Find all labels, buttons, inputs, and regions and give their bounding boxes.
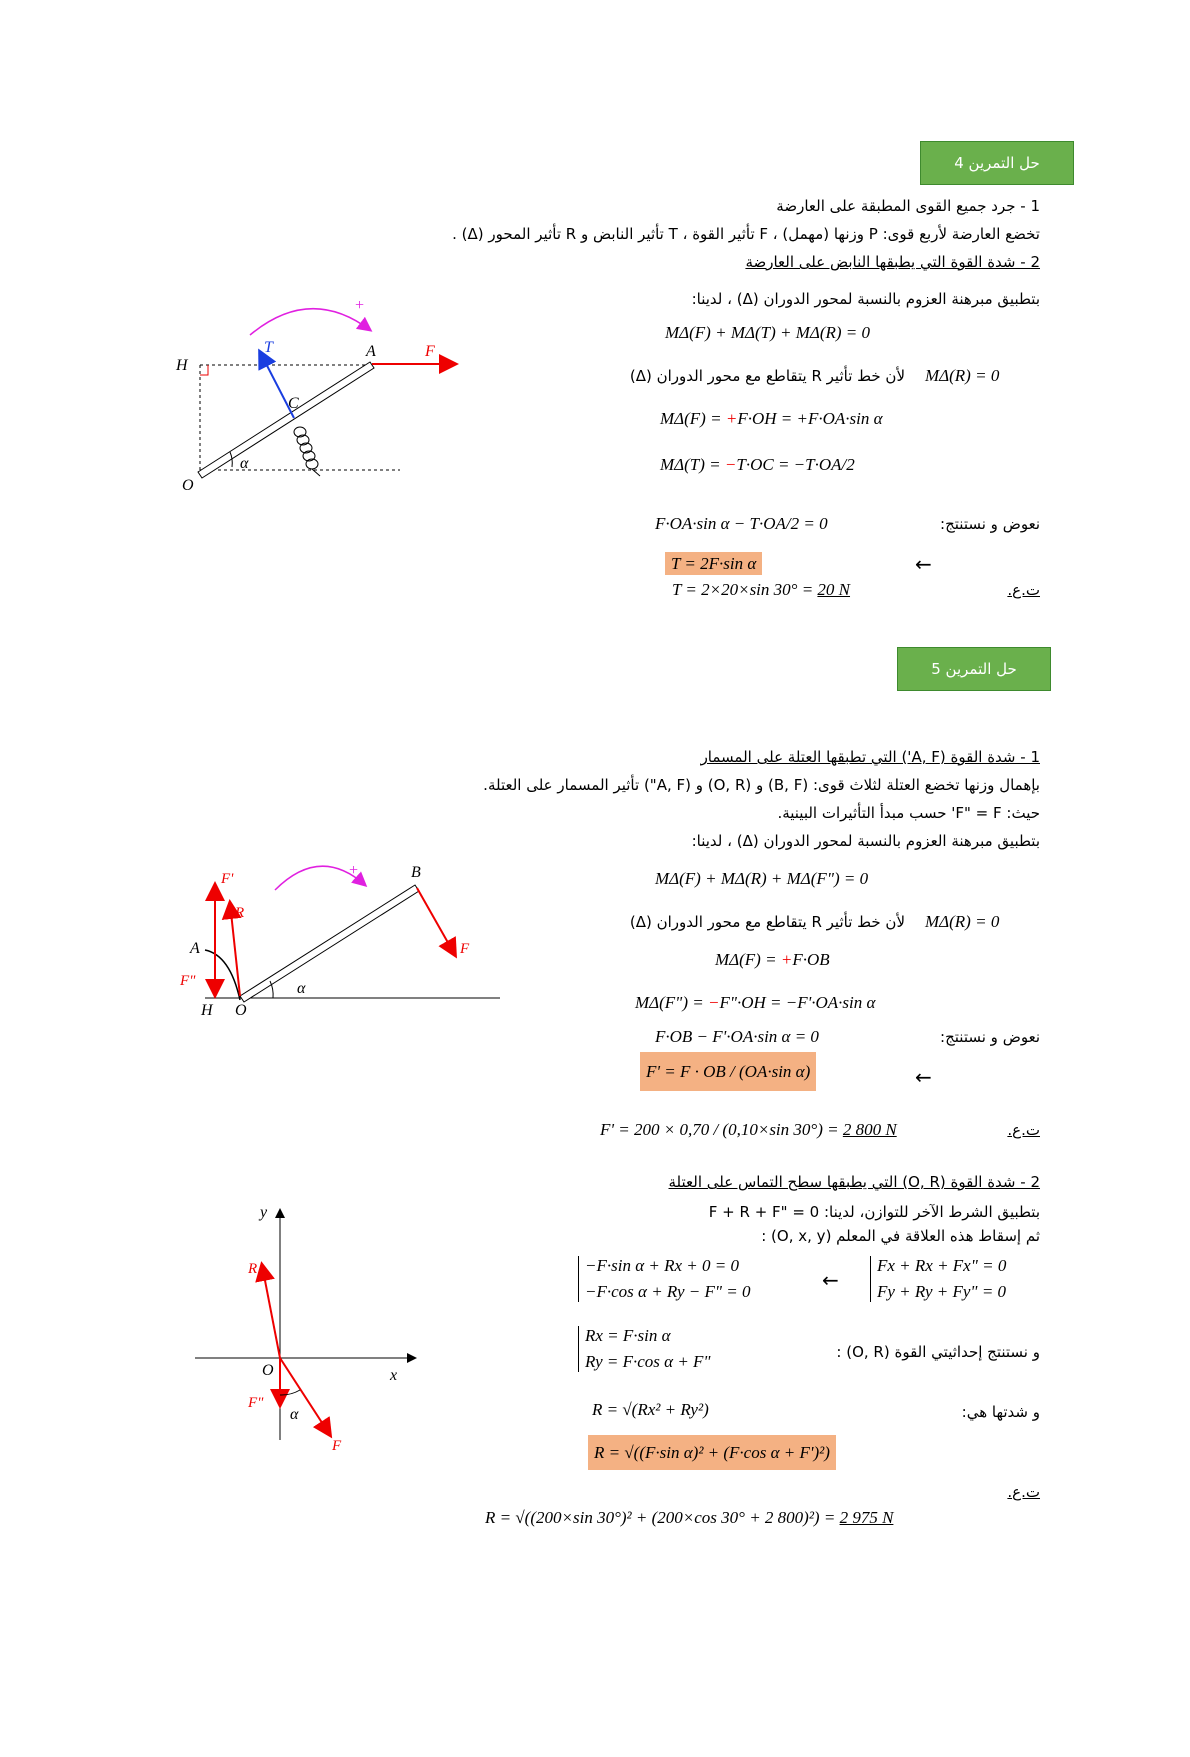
ex5-axes-label-O: O [262, 1362, 274, 1379]
ex5-eq-mf [715, 950, 830, 970]
ex5-label-O: O [235, 1002, 247, 1015]
ex5-label-plus: + [348, 862, 359, 879]
ex4-subst-label: نعوض و نستنتج: [940, 515, 1040, 533]
ex5-label-H: H [201, 1002, 213, 1015]
ex5-label-Fp: F' [221, 871, 234, 887]
ex4-question-2: 2 - شدة القوة التي يطبقها النابض على العارضة [745, 253, 1040, 271]
ex5-eq-mfpp [635, 993, 875, 1013]
ex5-system-right [578, 1256, 751, 1302]
ex5-lever-bar [240, 885, 419, 1002]
ex4-arrow: ← [915, 552, 932, 576]
ex4-label-F: F [425, 343, 435, 360]
ex5-axes-label-F: F [332, 1438, 342, 1454]
ex5-eq-mf-rhs: F·OB [792, 950, 830, 969]
ex5-arrow: ← [915, 1065, 932, 1089]
ex5-coords-rx: Rx = F·sin α [585, 1326, 671, 1345]
ex4-numeric [672, 580, 850, 600]
ex4-label-T: T [264, 339, 273, 356]
ex4-spring [294, 427, 320, 476]
ex4-label-H: H [176, 357, 188, 374]
ex4-forces-line: تخضع العارضة لأربع قوى: P وزنها (مهمل) ، F تأثير القوة ، T تأثير النابض و R تأثير المحور (Δ) . [452, 225, 1040, 243]
ex5-result [640, 1062, 816, 1082]
ex5-eq-mfpp-sign: − [707, 993, 720, 1012]
ex5-coords-label: و نستنتج إحداثيتي القوة (O, R) : [836, 1343, 1040, 1361]
ex5-label-F: F [460, 941, 470, 957]
ex4-label-O: O [182, 477, 194, 494]
ex4-r-note: لأن خط تأثير R يتقاطع مع محور الدوران (Δ) [629, 367, 905, 385]
ex4-eq-mt-rhs: T·OC = −T·OA/2 [736, 455, 855, 474]
ex5-theorem: بتطبيق مبرهنة العزوم بالنسبة لمحور الدوران (Δ) ، لدينا: [691, 832, 1040, 850]
ex5-axes-label-alpha: α [290, 1406, 299, 1423]
ex5-eq-r: MΔ(R) = 0 [925, 912, 1000, 931]
ex5-system-arrow: ← [822, 1268, 839, 1292]
ex5-label-alpha: α [297, 980, 306, 997]
ex4-numeric-expr: T = 2×20×sin 30° = [672, 580, 818, 599]
ex4-label-alpha: α [240, 455, 249, 472]
ex4-eq-mt-lhs: MΔ(T) = [660, 455, 725, 474]
ex5-axes-label-x: x [390, 1367, 398, 1384]
ex5-r-note: لأن خط تأثير R يتقاطع مع محور الدوران (Δ) [629, 913, 905, 931]
ex5-system-left-1: Fx + Rx + Fx" = 0 [877, 1256, 1007, 1275]
ex5-magnitude: R = √(Rx² + Ry²) [592, 1400, 709, 1419]
ex5-axes-figure [190, 1195, 430, 1455]
ex4-eq-mt-sign: − [724, 455, 737, 474]
ex5-axes-vector-F [280, 1358, 330, 1435]
ex5-label-B: B [411, 864, 421, 881]
ex5-final-result: 2 975 N [839, 1508, 894, 1527]
ex4-theorem: بتطبيق مبرهنة العزوم بالنسبة لمحور الدوران (Δ) ، لدينا: [691, 290, 1040, 308]
ex5-question-2: 2 - شدة القوة (O, R) التي يطبقها سطح التماس على العتلة [668, 1173, 1040, 1191]
ex5-coords-ry: Ry = F·cos α + F" [585, 1352, 711, 1371]
ex5-vector-F [417, 888, 455, 955]
ex5-system-left-2: Fy + Ry + Fy" = 0 [877, 1282, 1007, 1301]
ex4-label-plus: + [354, 297, 365, 314]
ex5-magnitude-result [588, 1443, 836, 1463]
ex4-numeric-result: 20 N [817, 580, 851, 599]
ex5-system-left [870, 1256, 1006, 1302]
ex5-eq-mf-sign: + [780, 950, 793, 969]
ex5-eq-mf-lhs: MΔ(F) = [715, 950, 781, 969]
ex5-axes-vector-R [262, 1265, 280, 1358]
ex5-axes-label-R: R [248, 1261, 258, 1277]
ex4-eq-mf-sign: + [725, 409, 738, 428]
ex5-label-A: A [190, 940, 200, 957]
ex5-eq-mfpp-lhs: MΔ(F") = [635, 993, 708, 1012]
ex5-axes-label-Fpp: F" [248, 1395, 264, 1411]
ex5-numeric-result: 2 800 N [842, 1120, 897, 1139]
ex5-result-highlight: F' = F · OB / (OA·sin α) [640, 1052, 816, 1091]
ex5-system-right-1: −F·sin α + Rx + 0 = 0 [585, 1256, 739, 1275]
ex5-eq-moments: MΔ(F) + MΔ(R) + MΔ(F") = 0 [655, 869, 869, 888]
ex5-app-label-2: ت.ع. [1007, 1483, 1040, 1501]
ex5-where: حيث: F" = F' حسب مبدأ التأثيرات البينية. [777, 804, 1040, 822]
ex5-lever-claw [205, 950, 240, 1000]
ex5-app-label: ت.ع. [1007, 1121, 1040, 1139]
ex5-system-right-2: −F·cos α + Ry − F" = 0 [585, 1282, 751, 1301]
ex4-eq-moments: MΔ(F) + MΔ(T) + MΔ(R) = 0 [665, 323, 871, 342]
ex4-figure [170, 290, 470, 505]
ex5-numeric-expr: F' = 200 × 0,70 / (0,10×sin 30°) = [600, 1120, 843, 1139]
ex4-question-1: 1 - جرد جميع القوى المطبقة على العارضة [776, 197, 1040, 215]
ex5-label-Fpp: F" [180, 973, 196, 989]
ex5-lever-figure [175, 855, 505, 1015]
ex4-eq-mf-rhs: F·OH = +F·OA·sin α [737, 409, 883, 428]
ex5-label-R: R [235, 905, 245, 921]
ex5-magnitude-label: و شدتها هي: [961, 1403, 1040, 1421]
ex5-axes-alpha-arc [280, 1390, 300, 1395]
ex4-label-A: A [366, 343, 376, 360]
ex5-eq-mfpp-rhs: F"·OH = −F'·OA·sin α [719, 993, 876, 1012]
ex4-eq-mf [660, 409, 883, 429]
ex4-label-C: C [288, 395, 299, 412]
exercise-5-badge: حل التمرين 5 [897, 647, 1051, 691]
ex5-final-expr: R = √((200×sin 30°)² + (200×cos 30° + 2 800)²) = [485, 1508, 840, 1527]
ex5-numeric [600, 1120, 897, 1140]
ex5-neglect: بإهمال وزنها تخضع العتلة لثلاث قوى: (B, F) و (O, R) و (A, F") تأثير المسمار على العتلة. [483, 776, 1040, 794]
ex4-result [665, 554, 762, 574]
ex5-projection: ثم إسقاط هذه العلاقة في المعلم (O, x, y) : [761, 1227, 1040, 1245]
ex5-eq-subst: F·OB − F'·OA·sin α = 0 [655, 1027, 819, 1046]
ex5-final [485, 1508, 893, 1528]
ex5-condition: بتطبيق الشرط الآخر للتوازن، لدينا: F + R + F" = 0 [708, 1203, 1040, 1221]
ex4-eq-mt [660, 455, 855, 475]
ex5-subst-label: نعوض و نستنتج: [940, 1028, 1040, 1046]
ex4-bar [198, 362, 374, 478]
ex4-app-label: ت.ع. [1007, 581, 1040, 599]
ex5-question-1: 1 - شدة القوة (A, F') التي تطبقها العتلة على المسمار [700, 748, 1040, 766]
ex4-right-angle [200, 365, 208, 375]
ex4-rotation-arrow [250, 309, 370, 335]
ex5-coords [578, 1326, 711, 1372]
exercise-4-badge: حل التمرين 4 [920, 141, 1074, 185]
ex5-magnitude-result-highlight: R = √((F·sin α)² + (F·cos α + F')²) [588, 1435, 836, 1470]
ex4-eq-r: MΔ(R) = 0 [925, 366, 1000, 385]
ex5-axes-label-y: y [260, 1204, 268, 1221]
ex4-eq-mf-lhs: MΔ(F) = [660, 409, 726, 428]
ex4-result-highlight: T = 2F·sin α [665, 552, 762, 575]
ex4-eq-subst: F·OA·sin α − T·OA/2 = 0 [655, 514, 828, 533]
